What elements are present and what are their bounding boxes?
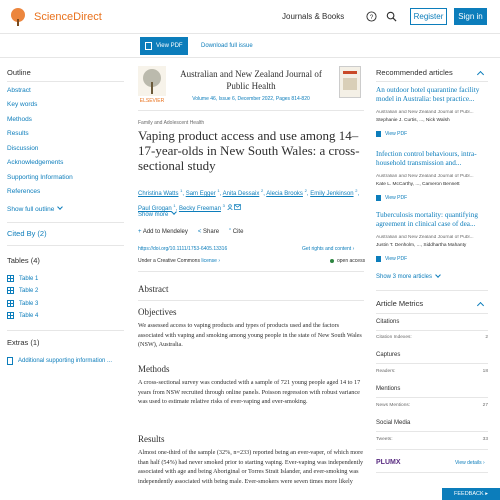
document-icon [7,357,13,365]
objectives-text: We assessed access to vaping products and types of products used and the factors associated with vaping and smoking among young people in the state of New South Wales (NSW), Australia. [138,322,362,349]
cite-label: Cite [232,229,244,235]
author-affiliation-sup: 2 [355,188,358,193]
metric-category: Citations [376,319,400,325]
divider [376,81,488,82]
divider [376,363,488,364]
author-link[interactable]: Paul Grogan [138,206,172,212]
outline-item-results[interactable]: Results [7,130,29,137]
metric-value: 2 [485,335,488,340]
table-icon [7,300,14,307]
outline-item-key-words[interactable]: Key words [7,101,38,108]
author-link[interactable]: Emily Jenkinson [310,191,354,197]
recommended-title: Recommended articles [376,68,453,77]
author-link[interactable]: Sam Egger [185,191,216,197]
outline-item-abstract[interactable]: Abstract [7,87,31,94]
feedback-button[interactable] [442,488,500,500]
article-metrics-title: Article Metrics [376,299,424,308]
extras-label: Additional supporting information ... [18,358,113,364]
show-full-outline-link[interactable] [7,206,62,213]
table-link[interactable] [7,312,38,319]
metric-category: Social Media [376,420,411,426]
journals-books-link[interactable]: Journals & Books [282,12,345,21]
article-title: Vaping product access and use among 14–17-year-olds in New South Wales: a cross-sectional study [138,128,360,173]
person-icon[interactable] [227,204,233,210]
author-affiliation-sup: 2 [304,188,307,193]
divider [138,110,364,111]
journal-volume-info[interactable]: Volume 46, Issue 6, December 2022, Pages 814-820 [192,96,310,102]
rights-link[interactable] [302,246,354,252]
download-full-issue-link[interactable]: Download full issue [201,43,253,49]
chat-icon: ▸ [485,491,488,497]
chevron-up-icon[interactable] [477,71,484,78]
recommended-article-title[interactable]: Infection control behaviours, intra-household transmission and... [376,150,477,168]
divider [376,290,488,291]
quote-icon: ” [229,229,233,235]
table-label: Table 3 [19,300,39,307]
author-affiliation-sup: 1 [173,203,176,208]
pdf-icon [376,131,381,137]
share-button[interactable] [198,229,219,235]
chevron-down-icon [435,272,441,278]
elsevier-logo[interactable] [138,66,166,104]
outline-item-supporting-information[interactable]: Supporting Information [7,174,73,181]
methods-text: A cross-sectional survey was conducted with a sample of 721 young people aged 14 to 17 years from NSW recruited through online panels. Poisson regression with robust variance was used to estimate relative risks of ever-vaping and ever-smoking. [138,379,361,406]
metric-row [376,437,488,442]
methods-heading: Methods [138,364,170,374]
register-button[interactable]: Register [410,8,447,25]
top-header [0,0,500,34]
recommended-view-pdf-link[interactable] [376,131,407,137]
help-icon[interactable] [366,11,377,22]
metric-value: 18 [482,369,488,374]
table-icon [7,312,14,319]
article-type: Family and Adolescent Health [138,120,205,126]
outline-item-methods[interactable]: Methods [7,116,32,123]
cited-by-link[interactable]: Cited By (2) [7,229,47,238]
open-access-icon [330,259,334,263]
author-link[interactable]: Becky Freeman [178,206,221,212]
feedback-label: FEEDBACK [454,491,484,497]
recommended-article-title[interactable]: An outdoor hotel quarantine facility model in Australia: best practice... [376,86,480,104]
view-pdf-label: View PDF [385,256,408,262]
recommended-article-authors: Stephanie J. Curtis, ..., Nick Walsh [376,118,450,123]
outline-item-references[interactable]: References [7,188,41,195]
results-heading: Results [138,434,165,444]
outline-title: Outline [7,68,31,77]
view-pdf-label: View PDF [385,131,408,137]
tables-title: Tables (4) [7,256,40,265]
extras-title: Extras (1) [7,338,40,347]
article-actions [138,229,243,235]
share-icon: < [197,229,204,235]
table-label: Table 1 [19,275,39,282]
table-link[interactable] [7,300,38,307]
recommended-article-journal: Australian and New Zealand Journal of Publ... [376,235,474,240]
divider [376,330,488,331]
author-affiliation-sup: 2 [261,188,264,193]
pdf-icon [145,42,152,50]
metric-value: 27 [482,403,488,408]
show-full-outline-label: Show full outline [7,206,55,213]
pdf-icon [376,256,381,262]
recommended-article-journal: Australian and New Zealand Journal of Publ... [376,110,474,115]
table-label: Table 2 [19,287,39,294]
open-access-label: open access [337,258,366,264]
view-details-link[interactable] [455,460,485,466]
chevron-down-icon [58,204,64,210]
author-affiliation-sup: 1 [180,188,183,193]
add-to-mendeley-label: Add to Mendeley [142,229,188,235]
license-prefix: Under a Creative Commons [138,258,200,264]
arrow-right-icon: › [482,460,485,466]
show-more-link[interactable] [138,212,176,218]
divider [7,81,124,82]
author-affiliation-sup: 1 [217,188,220,193]
divider [376,313,488,314]
metric-row [376,335,488,340]
recommended-view-pdf-link[interactable] [376,256,407,262]
view-details-label: View details [455,460,482,466]
license-note [138,258,220,264]
divider [138,271,364,272]
outline-item-acknowledgements[interactable]: Acknowledgements [7,159,64,166]
author-affiliation-sup: 3 [222,203,225,208]
view-pdf-button[interactable] [140,37,188,55]
rights-label: Get rights and content [302,246,352,252]
divider [7,222,124,223]
table-icon [7,275,14,282]
divider [376,472,488,473]
author-link[interactable]: Christina Watts [138,191,179,197]
metric-label: Tweets: [376,437,393,442]
show-more-articles-link[interactable] [376,274,440,280]
cite-button[interactable] [229,229,243,235]
recommended-article-journal: Australian and New Zealand Journal of Publ... [376,174,474,179]
table-link[interactable] [7,287,38,294]
table-icon [7,287,14,294]
divider [138,300,364,301]
recommended-article-authors: Justin T. Denholm, ..., Siddhartha Mahanty [376,243,467,248]
journal-cover-image[interactable] [339,66,361,98]
elsevier-tree-icon [8,7,28,27]
search-icon[interactable] [386,11,397,22]
extras-link[interactable] [7,357,112,365]
abstract-heading: Abstract [138,284,169,294]
article-toolbar [0,34,500,58]
pdf-icon [376,195,381,201]
doi-link[interactable]: https://doi.org/10.1111/1753-6405.13316 [138,246,228,252]
metric-label: News Mentions: [376,403,411,408]
author-list: Christina Watts $^1$, Sam Egger $^1$, Anita Dessaix $^2$, Alecia Brooks $^2$, Emily Jenkinson $^2$, Paul Grogan $^1$, Becky Freeman $^3$ [138,188,360,212]
sciencedirect-logo[interactable] [8,7,102,27]
open-access-badge [330,258,365,264]
svg-text:?: ? [369,13,374,21]
metric-row [376,369,488,374]
recommended-article-title[interactable]: Tuberculosis mortality: quantifying agreement in clinical case of dea... [376,211,478,229]
divider [376,397,488,398]
table-link[interactable] [7,275,38,282]
license-link[interactable]: license [201,258,217,264]
view-pdf-label: View PDF [385,195,408,201]
view-pdf-label: View PDF [156,43,183,49]
brand-name: ScienceDirect [34,11,102,23]
table-label: Table 4 [19,312,39,319]
recommended-article-authors: Kate L. McCarthy, ..., Cameron Bennett [376,182,460,187]
author-link[interactable]: Anita Dessaix [222,191,260,197]
svg-text:ELSEVIER: ELSEVIER [139,98,165,104]
divider [7,330,124,331]
recommended-view-pdf-link[interactable] [376,195,407,201]
share-label: Share [203,229,220,235]
results-text: Almost one-third of the sample (32%, n=233) reported being an ever-vaper, of which more than half (54%) had never smoked prior to starting vaping. Ever-vaping was independently associated with age and being Aboriginal or Torres Strait Islander, and ever-smoking was independently associated with being male. Ever-smokers were seven times more likely [138,449,364,485]
outline-item-discussion[interactable]: Discussion [7,145,39,152]
arrow-right-icon: › [352,246,355,252]
divider [376,431,488,432]
plus-icon: + [138,229,143,235]
objectives-heading: Objectives [138,307,177,317]
show-more-articles-label: Show 3 more articles [376,274,433,280]
metric-row [376,403,488,408]
journal-title-link[interactable]: Australian and New Zealand Journal of Public Health [180,69,322,91]
metric-label: Citation Indexes: [376,335,412,340]
email-icon[interactable] [234,204,241,210]
metric-category: Mentions [376,386,401,392]
divider [7,245,124,246]
metric-label: Readers: [376,369,396,374]
metric-category: Captures [376,352,401,358]
metric-value: 33 [482,437,488,442]
sign-in-button[interactable]: Sign in [454,8,487,25]
author-link[interactable]: Alecia Brooks [266,191,303,197]
divider [376,449,488,450]
arrow-right-icon: › [218,258,220,264]
plumx-logo: PLUMX [376,459,401,466]
chevron-up-icon[interactable] [477,302,484,309]
show-more-label: Show more [138,212,169,218]
add-to-mendeley-button[interactable] [138,229,188,235]
